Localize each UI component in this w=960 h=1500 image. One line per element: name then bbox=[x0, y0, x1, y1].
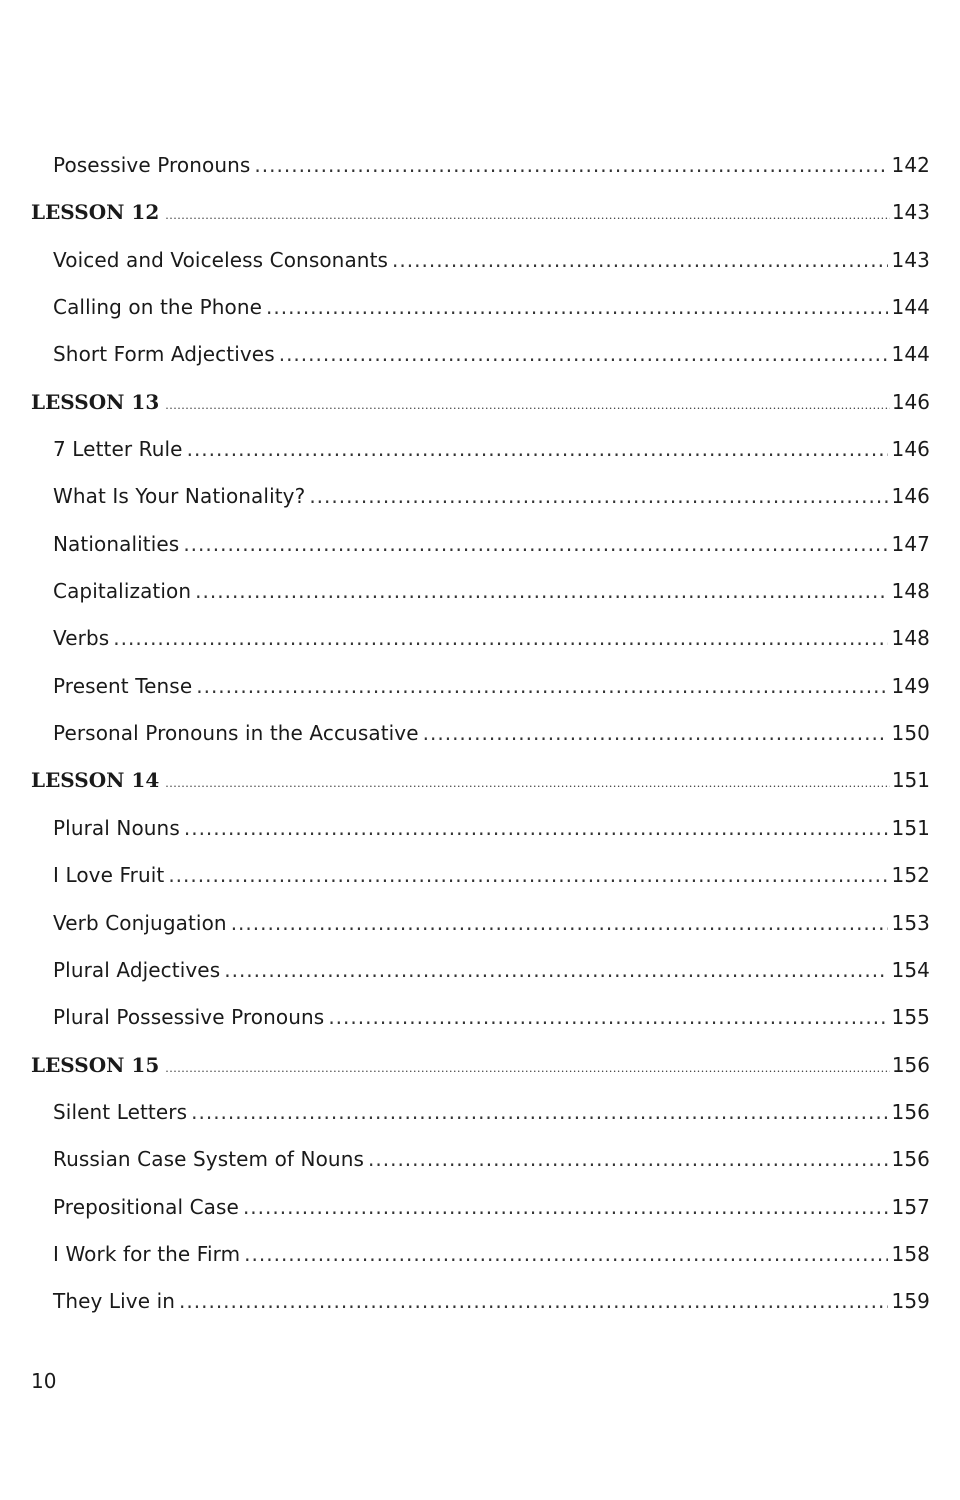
toc-entry[interactable] bbox=[31, 568, 930, 615]
toc-entry-page-number: 155 bbox=[891, 1005, 930, 1030]
toc-entry[interactable] bbox=[31, 1278, 930, 1325]
dot-leader bbox=[266, 284, 887, 331]
toc-entry[interactable] bbox=[31, 852, 930, 899]
dot-leader bbox=[196, 663, 887, 710]
toc-entry-page-number: 143 bbox=[891, 247, 930, 272]
toc-entry-title: LESSON 12 bbox=[31, 200, 160, 225]
toc-entry-title: I Love Fruit bbox=[53, 863, 165, 888]
toc-entry-page-number: 150 bbox=[891, 721, 930, 746]
dot-leader bbox=[165, 189, 890, 239]
dot-leader bbox=[191, 1089, 887, 1136]
dot-leader bbox=[187, 426, 888, 473]
toc-entry-title: Plural Nouns bbox=[53, 815, 180, 840]
toc-entry[interactable] bbox=[31, 900, 930, 947]
toc-entry-title: What Is Your Nationality? bbox=[53, 484, 306, 509]
toc-entry[interactable] bbox=[31, 521, 930, 568]
toc-entry-title: They Live in bbox=[53, 1289, 176, 1314]
toc-entry-title: LESSON 13 bbox=[31, 389, 160, 414]
toc-entry-title: I Work for the Firm bbox=[53, 1241, 241, 1266]
dot-leader bbox=[224, 947, 887, 994]
dot-leader bbox=[179, 1278, 887, 1325]
dot-leader bbox=[168, 852, 887, 899]
toc-entry[interactable] bbox=[31, 710, 930, 757]
toc-entry-page-number: 154 bbox=[891, 957, 930, 982]
dot-leader bbox=[368, 1136, 888, 1183]
toc-entry[interactable] bbox=[31, 615, 930, 662]
toc-entry-title: Capitalization bbox=[53, 579, 192, 604]
toc-entry-page-number: 146 bbox=[891, 389, 930, 414]
toc-entry-title: Calling on the Phone bbox=[53, 295, 263, 320]
toc-entry-page-number: 148 bbox=[891, 579, 930, 604]
toc-entry-title: Plural Possessive Pronouns bbox=[53, 1005, 325, 1030]
toc-entry[interactable] bbox=[31, 426, 930, 473]
toc-entry-page-number: 152 bbox=[891, 863, 930, 888]
toc-entry[interactable] bbox=[31, 947, 930, 994]
toc-entry-title: Short Form Adjectives bbox=[53, 342, 275, 367]
toc-entry[interactable] bbox=[31, 663, 930, 710]
toc-entry-title: Verbs bbox=[53, 626, 110, 651]
toc-entry-title: Prepositional Case bbox=[53, 1194, 239, 1219]
toc-entry-title: 7 Letter Rule bbox=[53, 437, 183, 462]
toc-entry-page-number: 156 bbox=[891, 1147, 930, 1172]
table-of-contents bbox=[31, 142, 930, 1326]
toc-entry-page-number: 156 bbox=[891, 1099, 930, 1124]
toc-lesson-heading[interactable] bbox=[31, 189, 930, 236]
dot-leader bbox=[254, 142, 887, 189]
dot-leader bbox=[279, 331, 888, 378]
dot-leader bbox=[165, 379, 890, 429]
toc-entry-title: LESSON 15 bbox=[31, 1052, 160, 1077]
page-number: 10 bbox=[31, 1369, 57, 1393]
toc-entry[interactable] bbox=[31, 237, 930, 284]
toc-entry-title: Plural Adjectives bbox=[53, 957, 221, 982]
toc-entry-page-number: 147 bbox=[891, 531, 930, 556]
toc-entry-title: Silent Letters bbox=[53, 1099, 188, 1124]
toc-entry-page-number: 151 bbox=[891, 815, 930, 840]
toc-entry[interactable] bbox=[31, 805, 930, 852]
toc-entry[interactable] bbox=[31, 994, 930, 1041]
toc-lesson-heading[interactable] bbox=[31, 757, 930, 804]
toc-entry-title: Present Tense bbox=[53, 673, 193, 698]
dot-leader bbox=[243, 1184, 888, 1231]
toc-entry[interactable] bbox=[31, 1231, 930, 1278]
toc-entry[interactable] bbox=[31, 1184, 930, 1231]
dot-leader bbox=[231, 900, 888, 947]
toc-entry-page-number: 146 bbox=[891, 484, 930, 509]
toc-entry-page-number: 144 bbox=[891, 295, 930, 320]
toc-entry-page-number: 157 bbox=[891, 1194, 930, 1219]
toc-entry-title: Voiced and Voiceless Consonants bbox=[53, 247, 389, 272]
dot-leader bbox=[328, 994, 887, 1041]
toc-entry-page-number: 159 bbox=[891, 1289, 930, 1314]
dot-leader bbox=[309, 473, 887, 520]
dot-leader bbox=[423, 710, 888, 757]
toc-entry[interactable] bbox=[31, 331, 930, 378]
toc-entry-title: LESSON 14 bbox=[31, 768, 160, 793]
dot-leader bbox=[392, 237, 887, 284]
toc-entry-page-number: 156 bbox=[891, 1052, 930, 1077]
toc-entry[interactable] bbox=[31, 473, 930, 520]
toc-entry-page-number: 148 bbox=[891, 626, 930, 651]
toc-entry-page-number: 144 bbox=[891, 342, 930, 367]
toc-entry-title: Verb Conjugation bbox=[53, 910, 227, 935]
toc-entry-title: Personal Pronouns in the Accusative bbox=[53, 721, 419, 746]
toc-entry-title: Russian Case System of Nouns bbox=[53, 1147, 365, 1172]
toc-entry[interactable] bbox=[31, 284, 930, 331]
toc-entry-page-number: 158 bbox=[891, 1241, 930, 1266]
toc-entry-title: Posessive Pronouns bbox=[53, 153, 251, 177]
dot-leader bbox=[244, 1231, 887, 1278]
dot-leader bbox=[165, 757, 890, 807]
toc-entry-title: Nationalities bbox=[53, 531, 180, 556]
toc-entry-page-number: 146 bbox=[891, 437, 930, 462]
dot-leader bbox=[195, 568, 887, 615]
toc-entry[interactable] bbox=[31, 142, 930, 189]
toc-entry-page-number: 153 bbox=[891, 910, 930, 935]
dot-leader bbox=[165, 1042, 890, 1092]
toc-entry-page-number: 143 bbox=[891, 200, 930, 225]
toc-entry-page-number: 142 bbox=[891, 153, 930, 177]
toc-entry[interactable] bbox=[31, 1089, 930, 1136]
toc-entry[interactable] bbox=[31, 1136, 930, 1183]
dot-leader bbox=[183, 521, 887, 568]
dot-leader bbox=[113, 615, 887, 662]
dot-leader bbox=[184, 805, 888, 852]
toc-entry-page-number: 151 bbox=[891, 768, 930, 793]
toc-entry-page-number: 149 bbox=[891, 673, 930, 698]
toc-lesson-heading[interactable] bbox=[31, 379, 930, 426]
toc-lesson-heading[interactable] bbox=[31, 1042, 930, 1089]
